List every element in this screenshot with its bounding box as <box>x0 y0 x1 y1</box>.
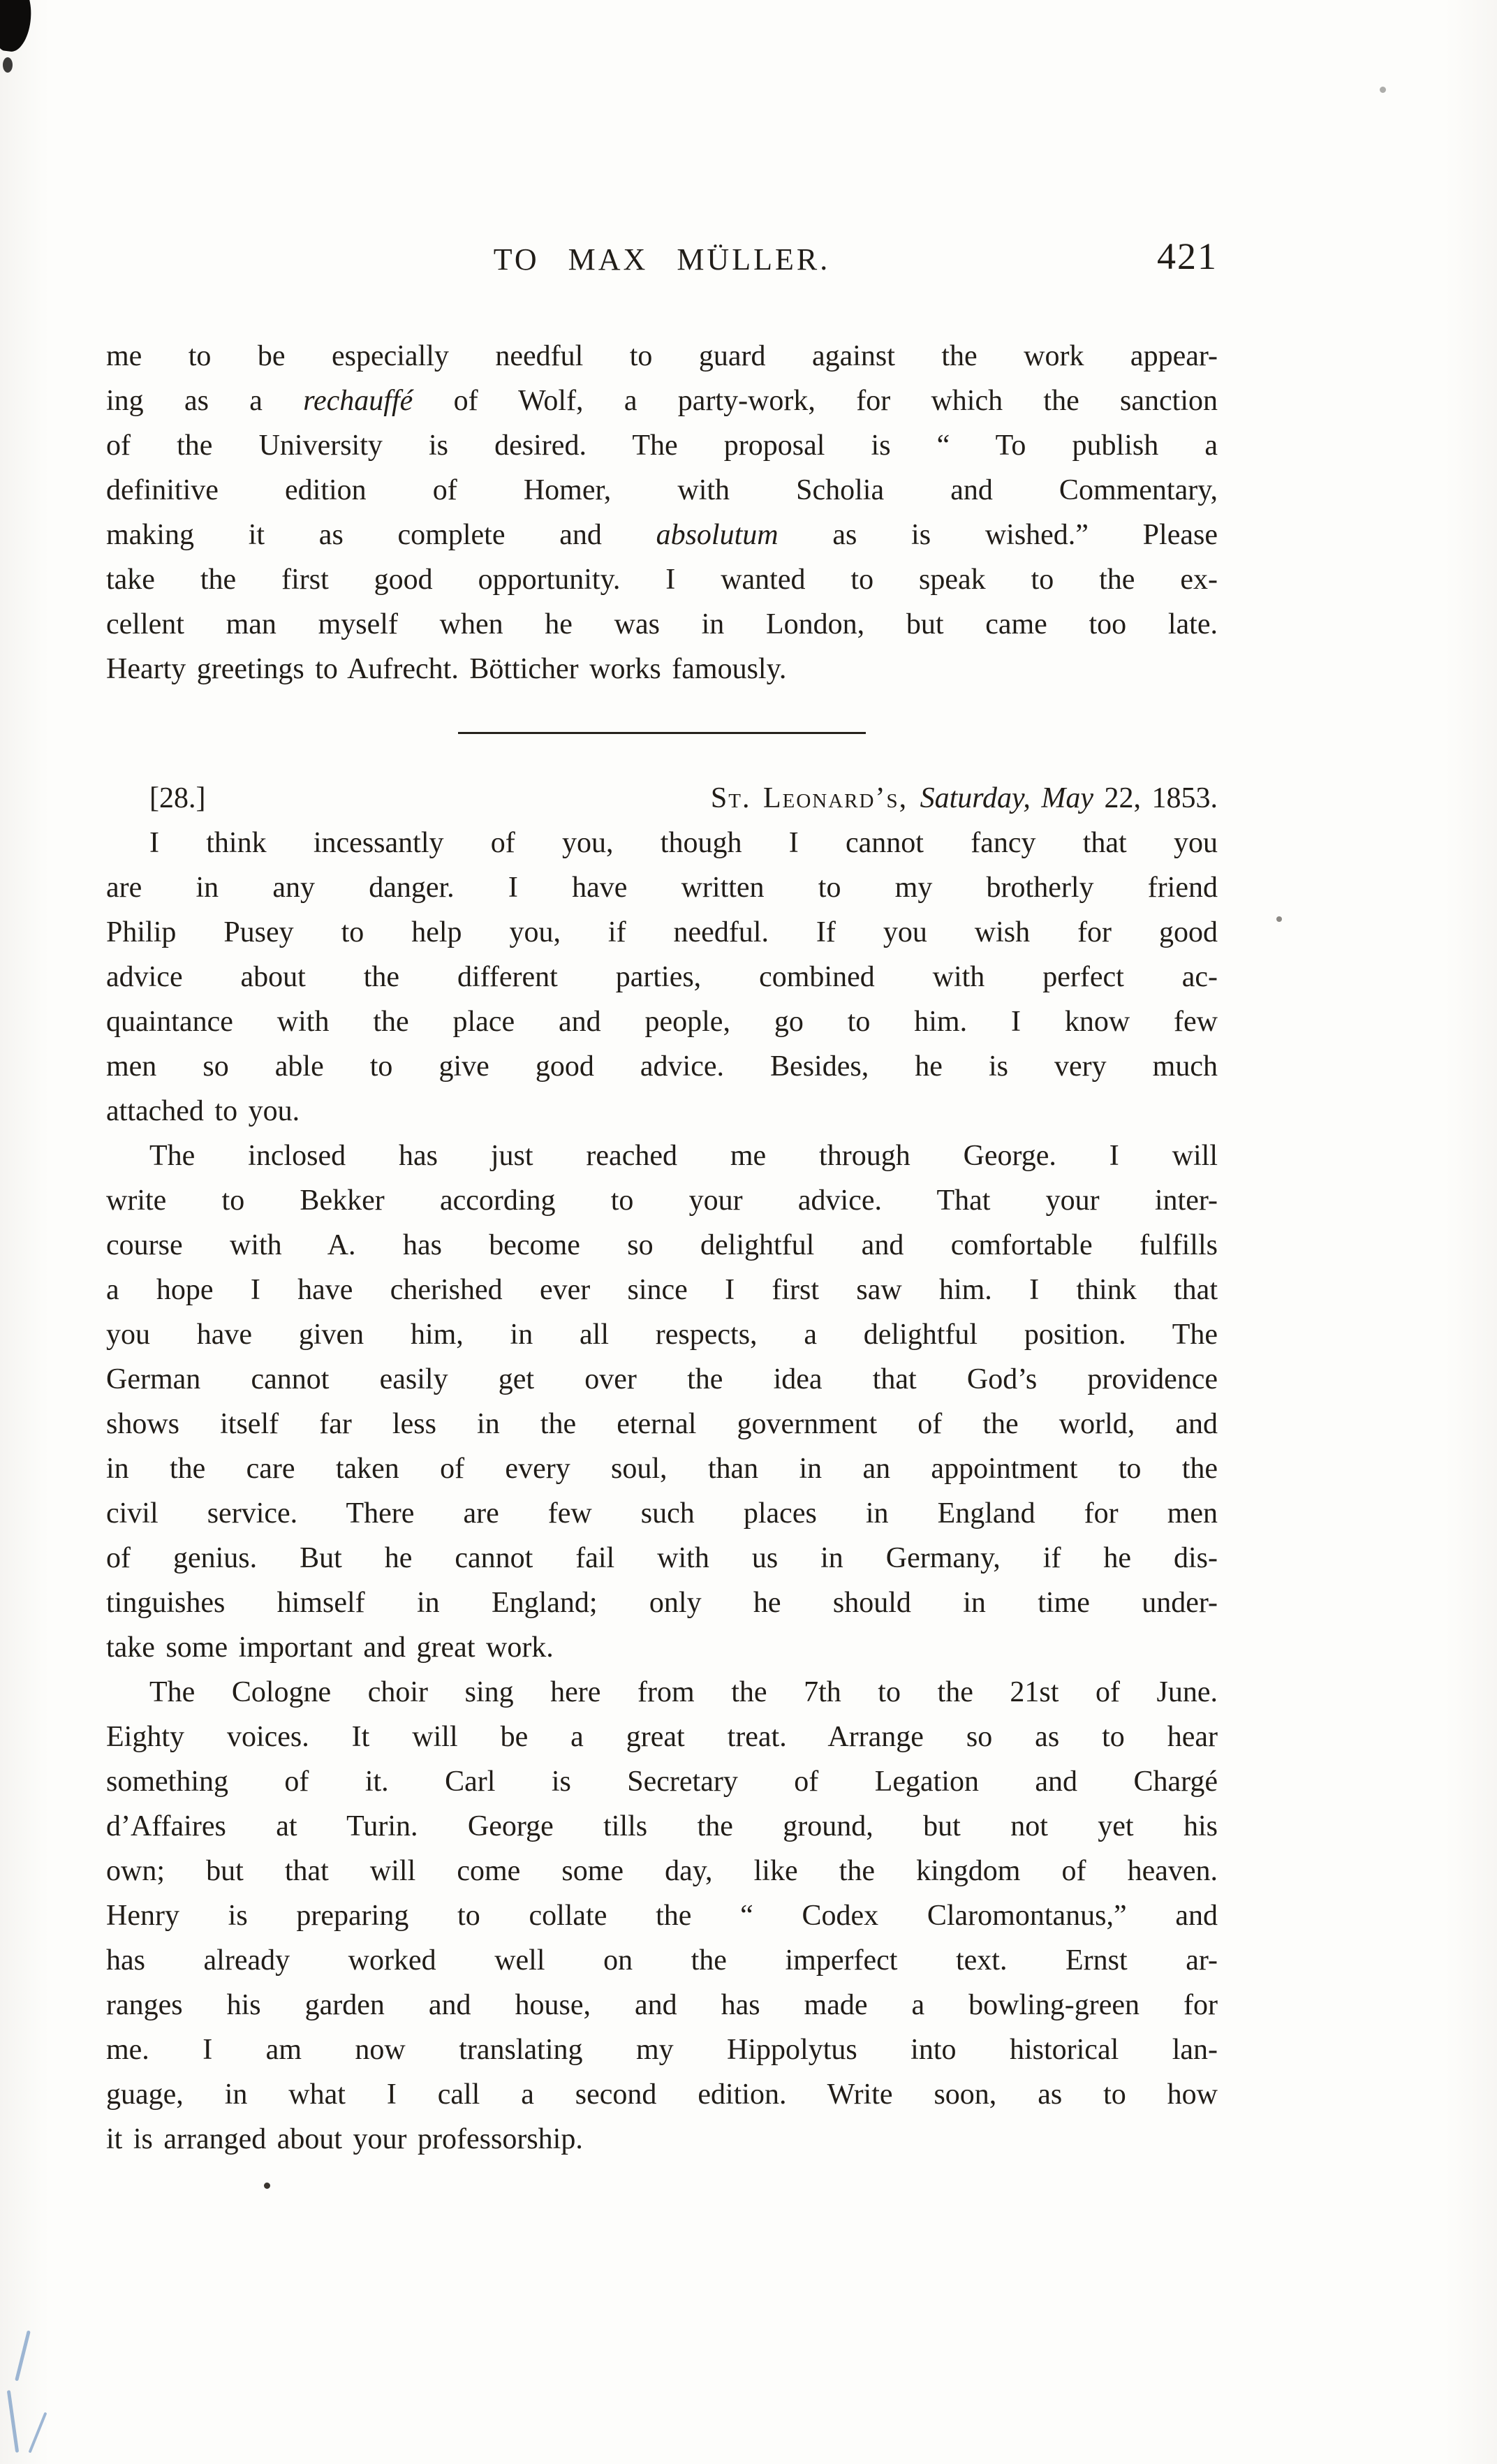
text-line: Henry is preparing to collate the “ Codex Claromontanus,” and <box>106 1900 1218 1932</box>
italic-text: absolutum <box>656 519 779 551</box>
text-segment: making it as complete and <box>106 519 656 551</box>
text-segment: of Wolf, a party-work, for which the sanction <box>413 385 1218 417</box>
scan-artifact-ink-dot <box>3 57 13 73</box>
text-line: cellent man myself when he was in London, but came too late. <box>106 608 1218 640</box>
text-line: The inclosed has just reached me through George. I will <box>149 1140 1218 1172</box>
text-line: guage, in what I call a second edition. Write soon, as to how <box>106 2078 1218 2111</box>
page-header <box>106 235 1218 277</box>
text-line: quaintance with the place and people, go to him. I know few <box>106 1006 1218 1038</box>
text-line: a hope I have cherished ever since I first saw him. I think that <box>106 1274 1218 1306</box>
text-line: me. I am now translating my Hippolytus into historical lan- <box>106 2034 1218 2066</box>
letter-paragraph-3 <box>106 1670 1218 2162</box>
scan-artifact-pen-mark <box>15 2330 31 2381</box>
letter-paragraph-2 <box>106 1134 1218 1670</box>
text-segment: ing as a <box>106 385 304 417</box>
text-line: definitive edition of Homer, with Scholia and Commentary, <box>106 474 1218 506</box>
text-line: course with A. has become so delightful and comfortable fulfills <box>106 1229 1218 1261</box>
text-line: something of it. Carl is Secretary of Legation and Chargé <box>106 1766 1218 1798</box>
text-line: you have given him, in all respects, a delightful position. The <box>106 1319 1218 1351</box>
text-line: I think incessantly of you, though I cannot fancy that you <box>149 827 1218 859</box>
text-line: write to Bekker according to your advice. That your inter- <box>106 1185 1218 1217</box>
letter-continuation-paragraph <box>106 334 1218 691</box>
text-line: in the care taken of every soul, than in an appointment to the <box>106 1453 1218 1485</box>
text-line: take the first good opportunity. I wanted to speak to the ex- <box>106 564 1218 596</box>
running-title: TO MAX MÜLLER. <box>493 242 831 277</box>
text-line: me to be especially needful to guard against the work appear- <box>106 340 1218 372</box>
text-segment: 22, 1853. <box>1093 782 1218 814</box>
text-line: The Cologne choir sing here from the 7th to the 21st of June. <box>149 1676 1218 1708</box>
small-caps-text: St. Leonard’s, <box>710 782 920 814</box>
letter-paragraph-1 <box>106 821 1218 1134</box>
scan-artifact-dot-top-right <box>1380 87 1386 93</box>
text-line: German cannot easily get over the idea that God’s providence <box>106 1363 1218 1395</box>
scan-artifact-pen-mark <box>29 2412 47 2454</box>
text-line: Eighty voices. It will be a great treat. Arrange so as to hear <box>106 1721 1218 1753</box>
letter-dateline <box>711 776 1218 821</box>
text-line <box>106 513 1218 557</box>
letter-heading <box>106 776 1218 821</box>
text-line: Philip Pusey to help you, if needful. If you wish for good <box>106 916 1218 948</box>
scan-artifact-dot-bottom <box>264 2183 270 2189</box>
text-line: shows itself far less in the eternal government of the world, and <box>106 1408 1218 1440</box>
text-line: has already worked well on the imperfect text. Ernst ar- <box>106 1944 1218 1977</box>
section-divider <box>458 732 866 734</box>
text-line: civil service. There are few such places in England for men <box>106 1497 1218 1530</box>
text-line: of genius. But he cannot fail with us in Germany, if he dis- <box>106 1542 1218 1574</box>
text-line: are in any danger. I have written to my brotherly friend <box>106 872 1218 904</box>
page-number: 421 <box>1157 235 1218 277</box>
scan-artifact-corner-ink <box>0 0 35 54</box>
text-line: ranges his garden and house, and has made a bowling-green for <box>106 1989 1218 2021</box>
text-line: advice about the different parties, combined with perfect ac- <box>106 961 1218 993</box>
text-line: Hearty greetings to Aufrecht. Bötticher works famously. <box>106 653 787 685</box>
text-line: of the University is desired. The proposal is “ To publish a <box>106 430 1218 462</box>
text-line: attached to you. <box>106 1095 300 1127</box>
text-segment: as is wished.” Please <box>778 519 1218 551</box>
letter-number: [28.] <box>149 782 206 814</box>
text-line: men so able to give good advice. Besides, he is very much <box>106 1050 1218 1083</box>
text-line: take some important and great work. <box>106 1631 554 1664</box>
italic-text: rechauffé <box>303 385 413 417</box>
letter-text <box>106 334 1218 2162</box>
scan-artifact-dot-margin <box>1276 916 1282 922</box>
text-line: own; but that will come some day, like the kingdom of heaven. <box>106 1855 1218 1887</box>
text-line: it is arranged about your professorship. <box>106 2123 583 2155</box>
text-line <box>106 379 1218 423</box>
text-line: tinguishes himself in England; only he should in time under- <box>106 1587 1218 1619</box>
italic-text: Saturday, May <box>920 782 1093 814</box>
text-line: d’Affaires at Turin. George tills the ground, but not yet his <box>106 1810 1218 1842</box>
scan-artifact-pen-mark <box>7 2390 19 2453</box>
